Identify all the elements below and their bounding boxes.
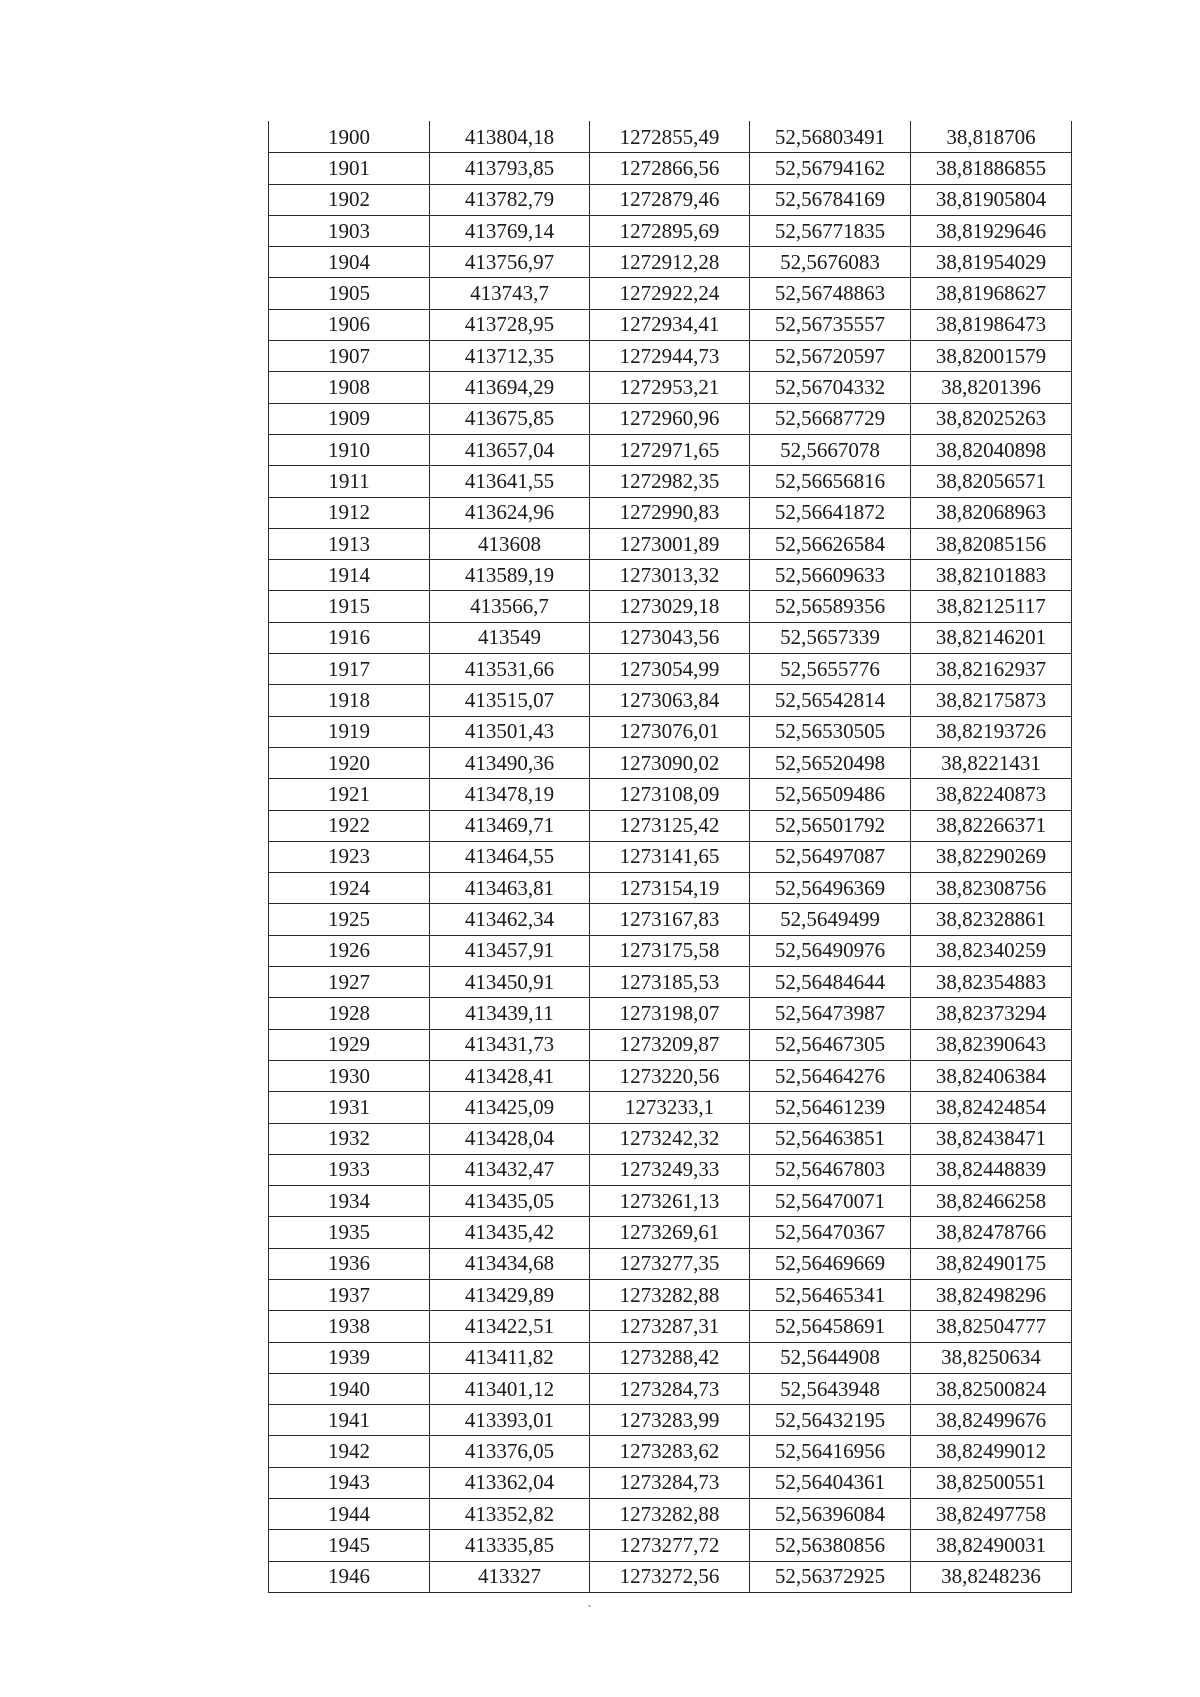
point-number-cell: 1924 <box>269 873 430 904</box>
x-coordinate-cell: 413411,82 <box>430 1342 590 1373</box>
longitude-cell: 38,81954029 <box>911 247 1072 278</box>
x-coordinate-cell: 413782,79 <box>430 184 590 215</box>
y-coordinate-cell: 1272960,96 <box>590 403 750 434</box>
latitude-cell: 52,56465341 <box>750 1279 911 1310</box>
x-coordinate-cell: 413515,07 <box>430 685 590 716</box>
table-row <box>269 967 1072 998</box>
table-row <box>269 153 1072 184</box>
x-coordinate-cell: 413743,7 <box>430 278 590 309</box>
point-number-cell: 1943 <box>269 1467 430 1498</box>
longitude-cell: 38,82466258 <box>911 1186 1072 1217</box>
point-number-cell: 1906 <box>269 309 430 340</box>
point-number-cell: 1917 <box>269 654 430 685</box>
table-row <box>269 1405 1072 1436</box>
y-coordinate-cell: 1272934,41 <box>590 309 750 340</box>
y-coordinate-cell: 1272912,28 <box>590 247 750 278</box>
y-coordinate-cell: 1273043,56 <box>590 622 750 653</box>
latitude-cell: 52,5649499 <box>750 904 911 935</box>
x-coordinate-cell: 413531,66 <box>430 654 590 685</box>
longitude-cell: 38,82085156 <box>911 528 1072 559</box>
y-coordinate-cell: 1272855,49 <box>590 122 750 153</box>
y-coordinate-cell: 1273076,01 <box>590 716 750 747</box>
latitude-cell: 52,56464276 <box>750 1060 911 1091</box>
longitude-cell: 38,82390643 <box>911 1029 1072 1060</box>
point-number-cell: 1922 <box>269 810 430 841</box>
x-coordinate-cell: 413478,19 <box>430 779 590 810</box>
y-coordinate-cell: 1272944,73 <box>590 341 750 372</box>
x-coordinate-cell: 413675,85 <box>430 403 590 434</box>
point-number-cell: 1938 <box>269 1311 430 1342</box>
latitude-cell: 52,56720597 <box>750 341 911 372</box>
y-coordinate-cell: 1273288,42 <box>590 1342 750 1373</box>
table-row <box>269 1561 1072 1592</box>
point-number-cell: 1926 <box>269 935 430 966</box>
table-row <box>269 497 1072 528</box>
table-row <box>269 309 1072 340</box>
table-row <box>269 1248 1072 1279</box>
latitude-cell: 52,56473987 <box>750 998 911 1029</box>
latitude-cell: 52,56542814 <box>750 685 911 716</box>
longitude-cell: 38,82266371 <box>911 810 1072 841</box>
x-coordinate-cell: 413431,73 <box>430 1029 590 1060</box>
x-coordinate-cell: 413429,89 <box>430 1279 590 1310</box>
table-row <box>269 372 1072 403</box>
x-coordinate-cell: 413756,97 <box>430 247 590 278</box>
longitude-cell: 38,82040898 <box>911 434 1072 465</box>
latitude-cell: 52,56735557 <box>750 309 911 340</box>
latitude-cell: 52,56704332 <box>750 372 911 403</box>
table-row <box>269 935 1072 966</box>
point-number-cell: 1946 <box>269 1561 430 1592</box>
table-row <box>269 122 1072 153</box>
table-row <box>269 904 1072 935</box>
y-coordinate-cell: 1273141,65 <box>590 841 750 872</box>
latitude-cell: 52,5644908 <box>750 1342 911 1373</box>
table-row <box>269 1123 1072 1154</box>
point-number-cell: 1942 <box>269 1436 430 1467</box>
x-coordinate-cell: 413793,85 <box>430 153 590 184</box>
x-coordinate-cell: 413462,34 <box>430 904 590 935</box>
y-coordinate-cell: 1273249,33 <box>590 1154 750 1185</box>
y-coordinate-cell: 1273283,62 <box>590 1436 750 1467</box>
longitude-cell: 38,82499012 <box>911 1436 1072 1467</box>
longitude-cell: 38,8201396 <box>911 372 1072 403</box>
table-row <box>269 810 1072 841</box>
table-row <box>269 591 1072 622</box>
point-number-cell: 1927 <box>269 967 430 998</box>
longitude-cell: 38,82025263 <box>911 403 1072 434</box>
point-number-cell: 1923 <box>269 841 430 872</box>
x-coordinate-cell: 413428,04 <box>430 1123 590 1154</box>
longitude-cell: 38,82068963 <box>911 497 1072 528</box>
longitude-cell: 38,81986473 <box>911 309 1072 340</box>
table-row <box>269 654 1072 685</box>
point-number-cell: 1915 <box>269 591 430 622</box>
point-number-cell: 1925 <box>269 904 430 935</box>
table-row <box>269 716 1072 747</box>
x-coordinate-cell: 413694,29 <box>430 372 590 403</box>
table-row <box>269 1373 1072 1404</box>
longitude-cell: 38,82056571 <box>911 466 1072 497</box>
longitude-cell: 38,82354883 <box>911 967 1072 998</box>
point-number-cell: 1935 <box>269 1217 430 1248</box>
point-number-cell: 1928 <box>269 998 430 1029</box>
latitude-cell: 52,56458691 <box>750 1311 911 1342</box>
table-row <box>269 1467 1072 1498</box>
y-coordinate-cell: 1273063,84 <box>590 685 750 716</box>
longitude-cell: 38,82448839 <box>911 1154 1072 1185</box>
latitude-cell: 52,56626584 <box>750 528 911 559</box>
x-coordinate-cell: 413422,51 <box>430 1311 590 1342</box>
latitude-cell: 52,56497087 <box>750 841 911 872</box>
point-number-cell: 1908 <box>269 372 430 403</box>
table-row <box>269 1342 1072 1373</box>
table-row <box>269 341 1072 372</box>
y-coordinate-cell: 1272982,35 <box>590 466 750 497</box>
latitude-cell: 52,56469669 <box>750 1248 911 1279</box>
table-row <box>269 278 1072 309</box>
y-coordinate-cell: 1273284,73 <box>590 1467 750 1498</box>
x-coordinate-cell: 413490,36 <box>430 747 590 778</box>
y-coordinate-cell: 1272953,21 <box>590 372 750 403</box>
latitude-cell: 52,56771835 <box>750 215 911 246</box>
table-row <box>269 873 1072 904</box>
y-coordinate-cell: 1273282,88 <box>590 1279 750 1310</box>
longitude-cell: 38,82101883 <box>911 560 1072 591</box>
y-coordinate-cell: 1273001,89 <box>590 528 750 559</box>
x-coordinate-cell: 413804,18 <box>430 122 590 153</box>
x-coordinate-cell: 413566,7 <box>430 591 590 622</box>
longitude-cell: 38,8221431 <box>911 747 1072 778</box>
x-coordinate-cell: 413624,96 <box>430 497 590 528</box>
latitude-cell: 52,56748863 <box>750 278 911 309</box>
x-coordinate-cell: 413769,14 <box>430 215 590 246</box>
y-coordinate-cell: 1273282,88 <box>590 1499 750 1530</box>
x-coordinate-cell: 413335,85 <box>430 1530 590 1561</box>
y-coordinate-cell: 1272895,69 <box>590 215 750 246</box>
longitude-cell: 38,81929646 <box>911 215 1072 246</box>
point-number-cell: 1939 <box>269 1342 430 1373</box>
longitude-cell: 38,82424854 <box>911 1092 1072 1123</box>
longitude-cell: 38,82490175 <box>911 1248 1072 1279</box>
y-coordinate-cell: 1273154,19 <box>590 873 750 904</box>
x-coordinate-cell: 413464,55 <box>430 841 590 872</box>
coordinates-table-body <box>269 122 1072 1593</box>
point-number-cell: 1918 <box>269 685 430 716</box>
y-coordinate-cell: 1272879,46 <box>590 184 750 215</box>
latitude-cell: 52,56461239 <box>750 1092 911 1123</box>
latitude-cell: 52,56484644 <box>750 967 911 998</box>
point-number-cell: 1934 <box>269 1186 430 1217</box>
table-row <box>269 779 1072 810</box>
latitude-cell: 52,56396084 <box>750 1499 911 1530</box>
y-coordinate-cell: 1273269,61 <box>590 1217 750 1248</box>
point-number-cell: 1945 <box>269 1530 430 1561</box>
y-coordinate-cell: 1273198,07 <box>590 998 750 1029</box>
latitude-cell: 52,56372925 <box>750 1561 911 1592</box>
y-coordinate-cell: 1273029,18 <box>590 591 750 622</box>
point-number-cell: 1912 <box>269 497 430 528</box>
table-row <box>269 1186 1072 1217</box>
longitude-cell: 38,818706 <box>911 122 1072 153</box>
latitude-cell: 52,56467803 <box>750 1154 911 1185</box>
point-number-cell: 1929 <box>269 1029 430 1060</box>
x-coordinate-cell: 413501,43 <box>430 716 590 747</box>
point-number-cell: 1916 <box>269 622 430 653</box>
x-coordinate-cell: 413362,04 <box>430 1467 590 1498</box>
y-coordinate-cell: 1273209,87 <box>590 1029 750 1060</box>
longitude-cell: 38,82499676 <box>911 1405 1072 1436</box>
longitude-cell: 38,82500824 <box>911 1373 1072 1404</box>
x-coordinate-cell: 413457,91 <box>430 935 590 966</box>
longitude-cell: 38,81905804 <box>911 184 1072 215</box>
x-coordinate-cell: 413469,71 <box>430 810 590 841</box>
x-coordinate-cell: 413608 <box>430 528 590 559</box>
x-coordinate-cell: 413435,05 <box>430 1186 590 1217</box>
x-coordinate-cell: 413327 <box>430 1561 590 1592</box>
longitude-cell: 38,82500551 <box>911 1467 1072 1498</box>
y-coordinate-cell: 1273277,35 <box>590 1248 750 1279</box>
table-row <box>269 1029 1072 1060</box>
point-number-cell: 1913 <box>269 528 430 559</box>
scan-speck <box>588 1605 591 1607</box>
table-row <box>269 215 1072 246</box>
y-coordinate-cell: 1273090,02 <box>590 747 750 778</box>
table-row <box>269 434 1072 465</box>
x-coordinate-cell: 413376,05 <box>430 1436 590 1467</box>
longitude-cell: 38,82290269 <box>911 841 1072 872</box>
table-row <box>269 1060 1072 1091</box>
y-coordinate-cell: 1273261,13 <box>590 1186 750 1217</box>
coordinates-table <box>268 121 1072 1593</box>
y-coordinate-cell: 1272866,56 <box>590 153 750 184</box>
table-row <box>269 466 1072 497</box>
longitude-cell: 38,82406384 <box>911 1060 1072 1091</box>
longitude-cell: 38,82001579 <box>911 341 1072 372</box>
longitude-cell: 38,8248236 <box>911 1561 1072 1592</box>
latitude-cell: 52,56490976 <box>750 935 911 966</box>
longitude-cell: 38,82193726 <box>911 716 1072 747</box>
y-coordinate-cell: 1273054,99 <box>590 654 750 685</box>
y-coordinate-cell: 1273108,09 <box>590 779 750 810</box>
longitude-cell: 38,82340259 <box>911 935 1072 966</box>
x-coordinate-cell: 413450,91 <box>430 967 590 998</box>
table-row <box>269 1092 1072 1123</box>
latitude-cell: 52,56520498 <box>750 747 911 778</box>
longitude-cell: 38,82504777 <box>911 1311 1072 1342</box>
table-row <box>269 247 1072 278</box>
x-coordinate-cell: 413439,11 <box>430 998 590 1029</box>
longitude-cell: 38,81968627 <box>911 278 1072 309</box>
point-number-cell: 1920 <box>269 747 430 778</box>
x-coordinate-cell: 413432,47 <box>430 1154 590 1185</box>
latitude-cell: 52,5657339 <box>750 622 911 653</box>
table-row <box>269 1154 1072 1185</box>
longitude-cell: 38,82498296 <box>911 1279 1072 1310</box>
y-coordinate-cell: 1272990,83 <box>590 497 750 528</box>
latitude-cell: 52,56380856 <box>750 1530 911 1561</box>
latitude-cell: 52,56432195 <box>750 1405 911 1436</box>
x-coordinate-cell: 413657,04 <box>430 434 590 465</box>
table-row <box>269 685 1072 716</box>
y-coordinate-cell: 1272922,24 <box>590 278 750 309</box>
point-number-cell: 1904 <box>269 247 430 278</box>
x-coordinate-cell: 413728,95 <box>430 309 590 340</box>
latitude-cell: 52,56470367 <box>750 1217 911 1248</box>
point-number-cell: 1905 <box>269 278 430 309</box>
x-coordinate-cell: 413435,42 <box>430 1217 590 1248</box>
latitude-cell: 52,56784169 <box>750 184 911 215</box>
x-coordinate-cell: 413434,68 <box>430 1248 590 1279</box>
table-row <box>269 1311 1072 1342</box>
point-number-cell: 1933 <box>269 1154 430 1185</box>
latitude-cell: 52,56496369 <box>750 873 911 904</box>
table-row <box>269 1217 1072 1248</box>
x-coordinate-cell: 413425,09 <box>430 1092 590 1123</box>
longitude-cell: 38,82308756 <box>911 873 1072 904</box>
point-number-cell: 1921 <box>269 779 430 810</box>
x-coordinate-cell: 413463,81 <box>430 873 590 904</box>
point-number-cell: 1901 <box>269 153 430 184</box>
longitude-cell: 38,82240873 <box>911 779 1072 810</box>
table-row <box>269 560 1072 591</box>
table-row <box>269 747 1072 778</box>
point-number-cell: 1903 <box>269 215 430 246</box>
longitude-cell: 38,82146201 <box>911 622 1072 653</box>
y-coordinate-cell: 1273287,31 <box>590 1311 750 1342</box>
point-number-cell: 1931 <box>269 1092 430 1123</box>
table-row <box>269 622 1072 653</box>
latitude-cell: 52,56501792 <box>750 810 911 841</box>
y-coordinate-cell: 1273283,99 <box>590 1405 750 1436</box>
x-coordinate-cell: 413589,19 <box>430 560 590 591</box>
y-coordinate-cell: 1273185,53 <box>590 967 750 998</box>
point-number-cell: 1937 <box>269 1279 430 1310</box>
point-number-cell: 1932 <box>269 1123 430 1154</box>
longitude-cell: 38,82478766 <box>911 1217 1072 1248</box>
latitude-cell: 52,56803491 <box>750 122 911 153</box>
latitude-cell: 52,5655776 <box>750 654 911 685</box>
point-number-cell: 1900 <box>269 122 430 153</box>
x-coordinate-cell: 413393,01 <box>430 1405 590 1436</box>
x-coordinate-cell: 413428,41 <box>430 1060 590 1091</box>
y-coordinate-cell: 1273175,58 <box>590 935 750 966</box>
point-number-cell: 1919 <box>269 716 430 747</box>
latitude-cell: 52,56641872 <box>750 497 911 528</box>
longitude-cell: 38,82438471 <box>911 1123 1072 1154</box>
table-row <box>269 998 1072 1029</box>
x-coordinate-cell: 413712,35 <box>430 341 590 372</box>
point-number-cell: 1911 <box>269 466 430 497</box>
latitude-cell: 52,56416956 <box>750 1436 911 1467</box>
point-number-cell: 1907 <box>269 341 430 372</box>
latitude-cell: 52,56463851 <box>750 1123 911 1154</box>
latitude-cell: 52,56509486 <box>750 779 911 810</box>
latitude-cell: 52,56687729 <box>750 403 911 434</box>
latitude-cell: 52,56794162 <box>750 153 911 184</box>
y-coordinate-cell: 1273284,73 <box>590 1373 750 1404</box>
point-number-cell: 1941 <box>269 1405 430 1436</box>
longitude-cell: 38,82328861 <box>911 904 1072 935</box>
latitude-cell: 52,5667078 <box>750 434 911 465</box>
table-row <box>269 841 1072 872</box>
longitude-cell: 38,82373294 <box>911 998 1072 1029</box>
point-number-cell: 1944 <box>269 1499 430 1530</box>
longitude-cell: 38,82125117 <box>911 591 1072 622</box>
table-row <box>269 184 1072 215</box>
point-number-cell: 1930 <box>269 1060 430 1091</box>
longitude-cell: 38,81886855 <box>911 153 1072 184</box>
longitude-cell: 38,82175873 <box>911 685 1072 716</box>
longitude-cell: 38,8250634 <box>911 1342 1072 1373</box>
latitude-cell: 52,56470071 <box>750 1186 911 1217</box>
x-coordinate-cell: 413352,82 <box>430 1499 590 1530</box>
latitude-cell: 52,56530505 <box>750 716 911 747</box>
y-coordinate-cell: 1273272,56 <box>590 1561 750 1592</box>
y-coordinate-cell: 1273277,72 <box>590 1530 750 1561</box>
table-row <box>269 1530 1072 1561</box>
point-number-cell: 1909 <box>269 403 430 434</box>
y-coordinate-cell: 1273013,32 <box>590 560 750 591</box>
x-coordinate-cell: 413549 <box>430 622 590 653</box>
latitude-cell: 52,5676083 <box>750 247 911 278</box>
latitude-cell: 52,56467305 <box>750 1029 911 1060</box>
table-row <box>269 528 1072 559</box>
y-coordinate-cell: 1273242,32 <box>590 1123 750 1154</box>
table-row <box>269 1499 1072 1530</box>
y-coordinate-cell: 1273220,56 <box>590 1060 750 1091</box>
latitude-cell: 52,5643948 <box>750 1373 911 1404</box>
point-number-cell: 1910 <box>269 434 430 465</box>
longitude-cell: 38,82162937 <box>911 654 1072 685</box>
table-row <box>269 1436 1072 1467</box>
table-row <box>269 403 1072 434</box>
x-coordinate-cell: 413401,12 <box>430 1373 590 1404</box>
y-coordinate-cell: 1273125,42 <box>590 810 750 841</box>
longitude-cell: 38,82497758 <box>911 1499 1072 1530</box>
y-coordinate-cell: 1273167,83 <box>590 904 750 935</box>
x-coordinate-cell: 413641,55 <box>430 466 590 497</box>
latitude-cell: 52,56656816 <box>750 466 911 497</box>
point-number-cell: 1940 <box>269 1373 430 1404</box>
table-row <box>269 1279 1072 1310</box>
y-coordinate-cell: 1272971,65 <box>590 434 750 465</box>
point-number-cell: 1902 <box>269 184 430 215</box>
y-coordinate-cell: 1273233,1 <box>590 1092 750 1123</box>
latitude-cell: 52,56609633 <box>750 560 911 591</box>
point-number-cell: 1914 <box>269 560 430 591</box>
latitude-cell: 52,56589356 <box>750 591 911 622</box>
latitude-cell: 52,56404361 <box>750 1467 911 1498</box>
point-number-cell: 1936 <box>269 1248 430 1279</box>
longitude-cell: 38,82490031 <box>911 1530 1072 1561</box>
